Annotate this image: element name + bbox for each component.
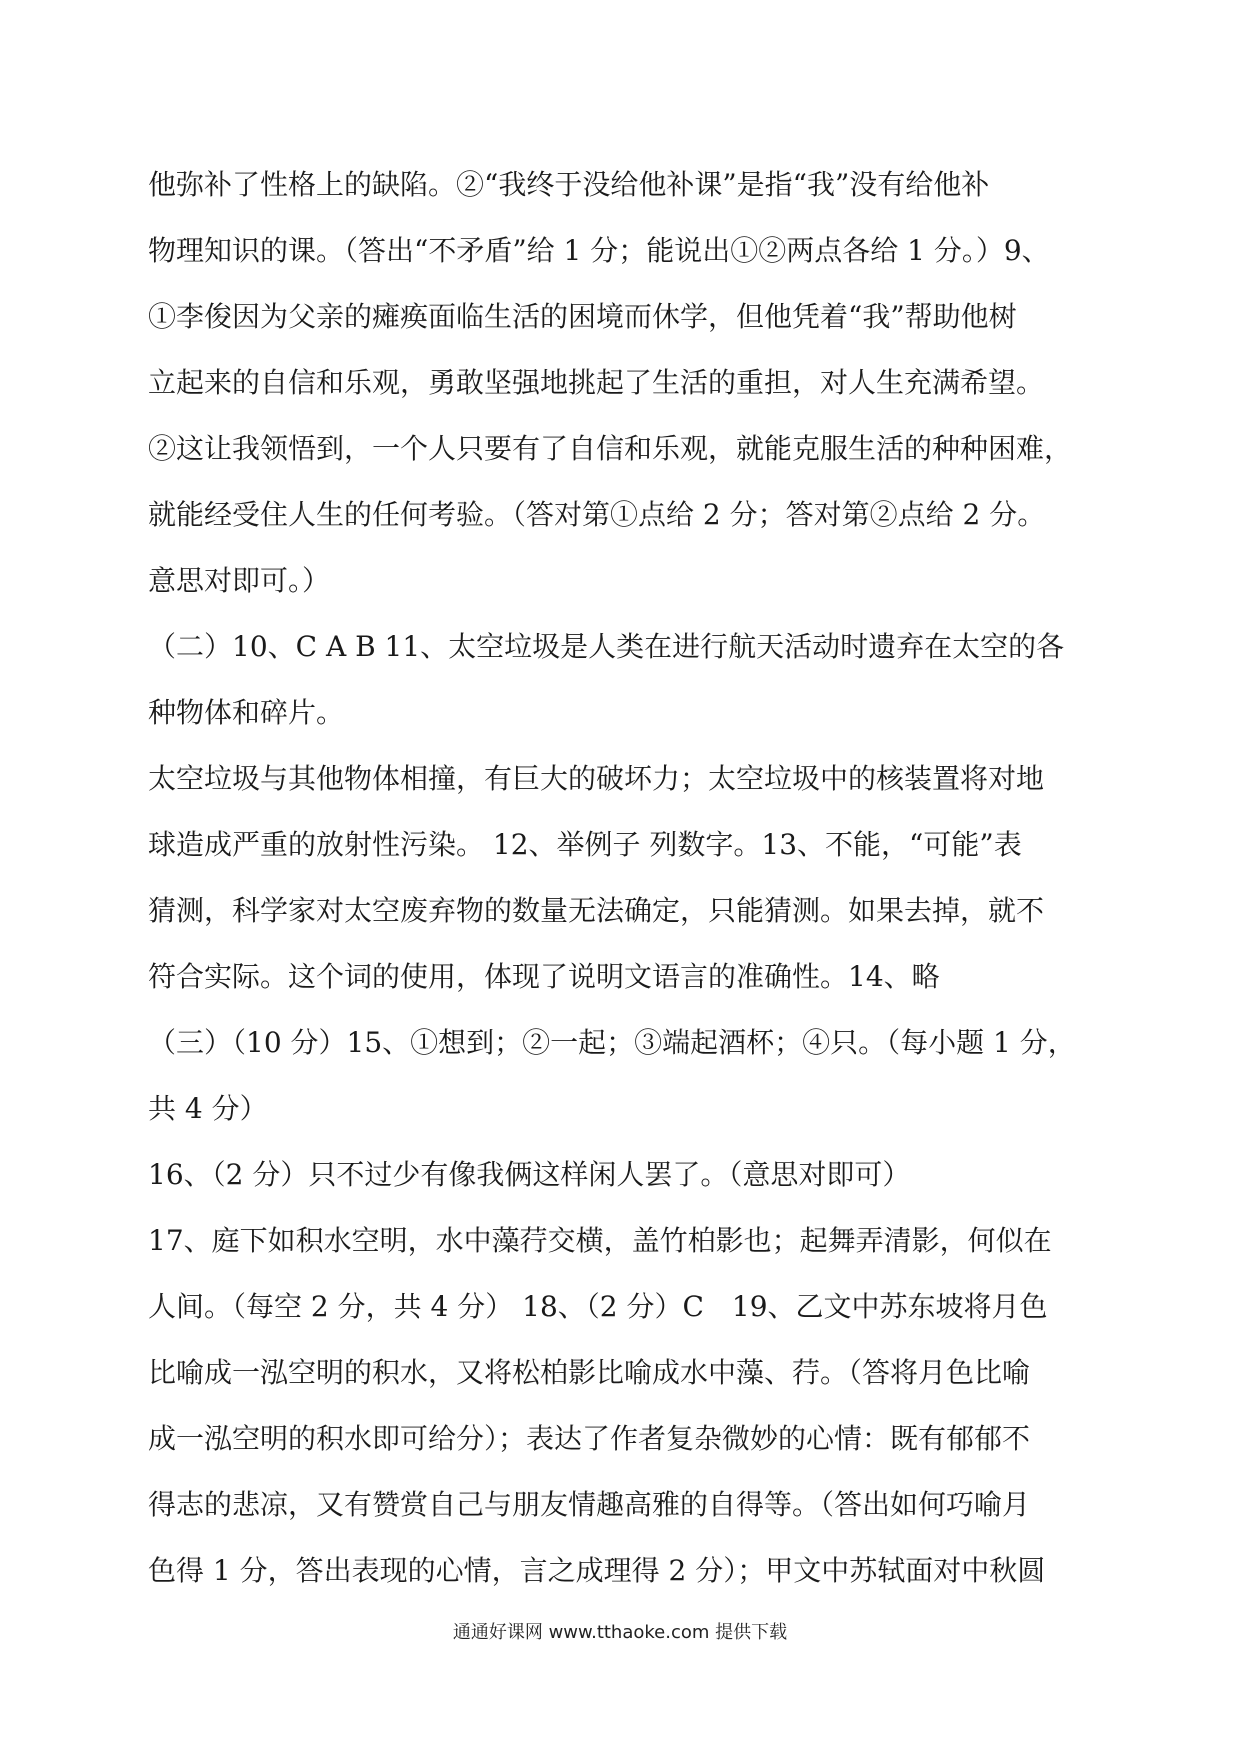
text-line: 他弥补了性格上的缺陷。②“我终于没给他补课”是指“我”没有给他补 [148,168,990,201]
text-line: 色得 1 分，答出表现的心情，言之成理得 2 分）；甲文中苏轼面对中秋圆 [148,1554,1046,1587]
text-line: 得志的悲凉，又有赞赏自己与朋友情趣高雅的自得等。（答出如何巧喻月 [148,1488,1031,1521]
text-line: （二）10、C A B 11、太空垃圾是人类在进行航天活动时遗弃在太空的各 [148,630,1065,663]
page-footer: 通通好课网 www.tthaoke.com 提供下载 [452,1622,788,1643]
text-line: ②这让我领悟到，一个人只要有了自信和乐观，就能克服生活的种种困难， [148,432,1073,465]
text-line: ①李俊因为父亲的瘫痪面临生活的困境而休学，但他凭着“我”帮助他树 [148,300,1017,333]
text-line: 种物体和碎片。 [148,696,345,729]
text-line: 人间。（每空 2 分，共 4 分） 18、（2 分）C 19、乙文中苏东坡将月色 [148,1290,1048,1323]
text-line: 17、庭下如积水空明，水中藻荇交横，盖竹柏影也；起舞弄清影，何似在 [148,1224,1052,1257]
text-line: 球造成严重的放射性污染。 12、举例子 列数字。13、不能，“可能”表 [148,828,1022,861]
text-line: 立起来的自信和乐观，勇敢坚强地挑起了生活的重担，对人生充满希望。 [148,366,1045,399]
text-line: 意思对即可。） [148,564,331,597]
text-line: 物理知识的课。（答出“不矛盾”给 1 分；能说出①②两点各给 1 分。）9、 [148,234,1050,267]
text-line: 符合实际。这个词的使用，体现了说明文语言的准确性。14、略 [148,960,940,993]
text-line: 成一泓空明的积水即可给分）；表达了作者复杂微妙的心情：既有郁郁不 [148,1422,1031,1455]
text-line: 比喻成一泓空明的积水，又将松柏影比喻成水中藻、荇。（答将月色比喻 [148,1356,1031,1389]
text-line: （三）（10 分）15、①想到；②一起；③端起酒杯；④只。（每小题 1 分， [148,1026,1076,1059]
text-line: 16、（2 分）只不过少有像我俩这样闲人罢了。（意思对即可） [148,1158,911,1191]
answer-text-block [148,152,1094,1604]
text-line: 就能经受住人生的任何考验。（答对第①点给 2 分；答对第②点给 2 分。 [148,498,1046,531]
text-line: 共 4 分） [148,1092,268,1125]
text-line: 太空垃圾与其他物体相撞，有巨大的破坏力；太空垃圾中的核装置将对地 [148,762,1045,795]
text-line: 猜测，科学家对太空废弃物的数量无法确定，只能猜测。如果去掉，就不 [148,894,1045,927]
